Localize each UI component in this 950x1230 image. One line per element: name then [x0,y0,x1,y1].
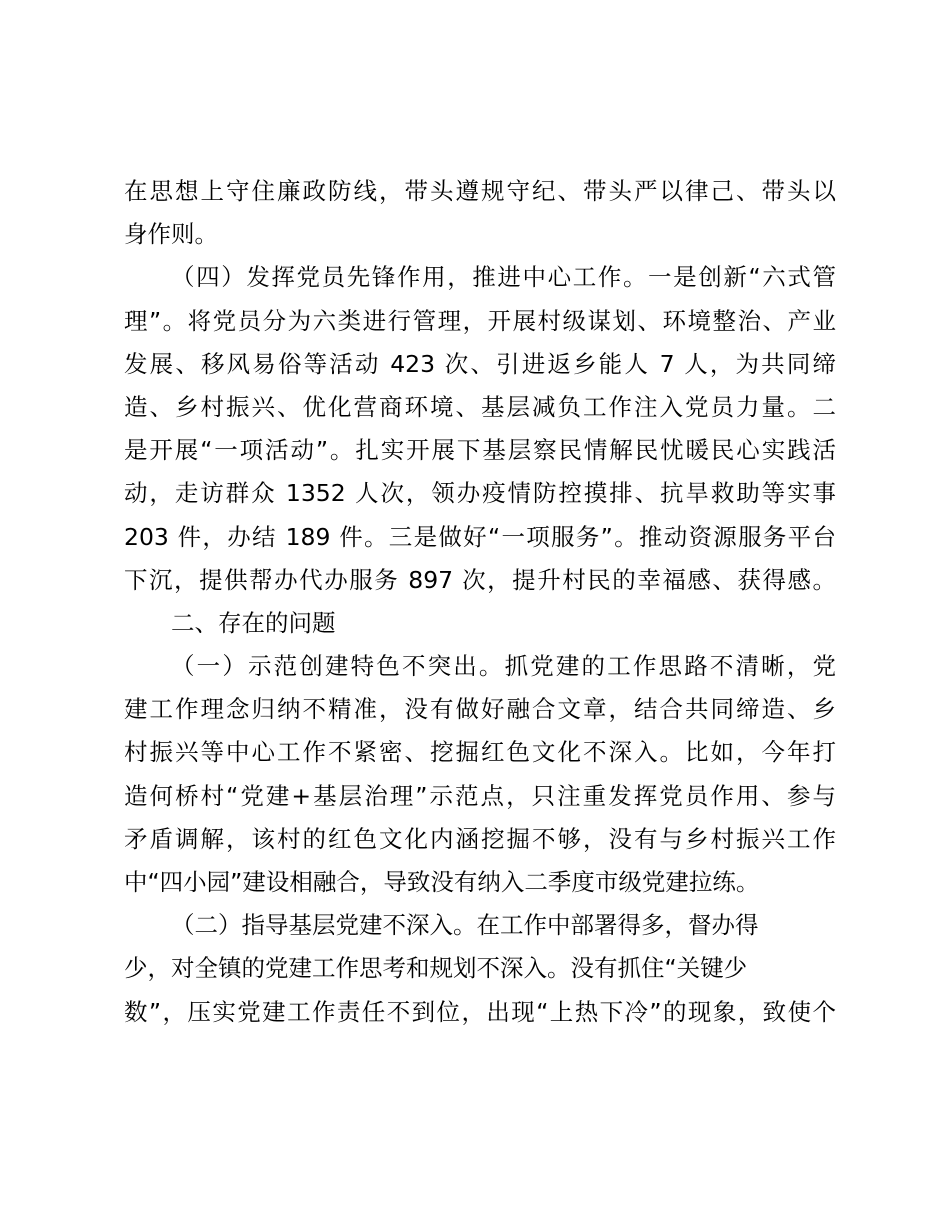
text-line: 动，走访群众 1352 人次，领办疫情防控摸排、抗旱救助等实事 [124,479,836,508]
section-heading: 二、存在的问题 [171,608,336,637]
text-line: 在思想上守住廉政防线，带头遵规守纪、带头严以律己、带头以 [124,177,836,205]
text-line: 身作则。 [124,220,218,249]
text-line: 理”。将党员分为六类进行管理，开展村级谋划、环境整治、产业 [124,306,836,335]
text-line: 203 件，办结 189 件。三是做好“一项服务”。推动资源服务平台 [124,522,836,551]
text-line: 造何桥村“党建+基层治理”示范点，只注重发挥党员作用、参与 [124,781,836,810]
text-line: 造、乡村振兴、优化营商环境、基层减负工作注入党员力量。二 [124,392,836,421]
paragraph-start-line: （二）指导基层党建不深入。在工作中部署得多，督办得 [171,911,759,940]
text-line: 中“四小园”建设相融合，导致没有纳入二季度市级党建拉练。 [124,868,760,896]
paragraph-start-line: （四）发挥党员先锋作用，推进中心工作。一是创新“六式管 [171,263,836,292]
text-line: 建工作理念归纳不精准，没有做好融合文章，结合共同缔造、乡 [124,695,836,724]
text-line: 下沉，提供帮办代办服务 897 次，提升村民的幸福感、获得感。 [124,565,836,594]
document-body [124,170,836,1034]
text-line: 村振兴等中心工作不紧密、挖掘红色文化不深入。比如，今年打 [124,738,836,767]
paragraph-start-line: （一）示范创建特色不突出。抓党建的工作思路不清晰，党 [171,652,836,681]
text-line: 少，对全镇的党建工作思考和规划不深入。没有抓住“关键少 [124,954,748,983]
text-line: 数”，压实党建工作责任不到位，出现“上热下冷”的现象，致使个 [124,997,836,1026]
text-line: 发展、移风易俗等活动 423 次、引进返乡能人 7 人，为共同缔 [124,349,836,378]
text-line: 是开展“一项活动”。扎实开展下基层察民情解民忧暖民心实践活 [124,436,836,465]
text-line: 矛盾调解，该村的红色文化内涵挖掘不够，没有与乡村振兴工作 [124,824,836,853]
